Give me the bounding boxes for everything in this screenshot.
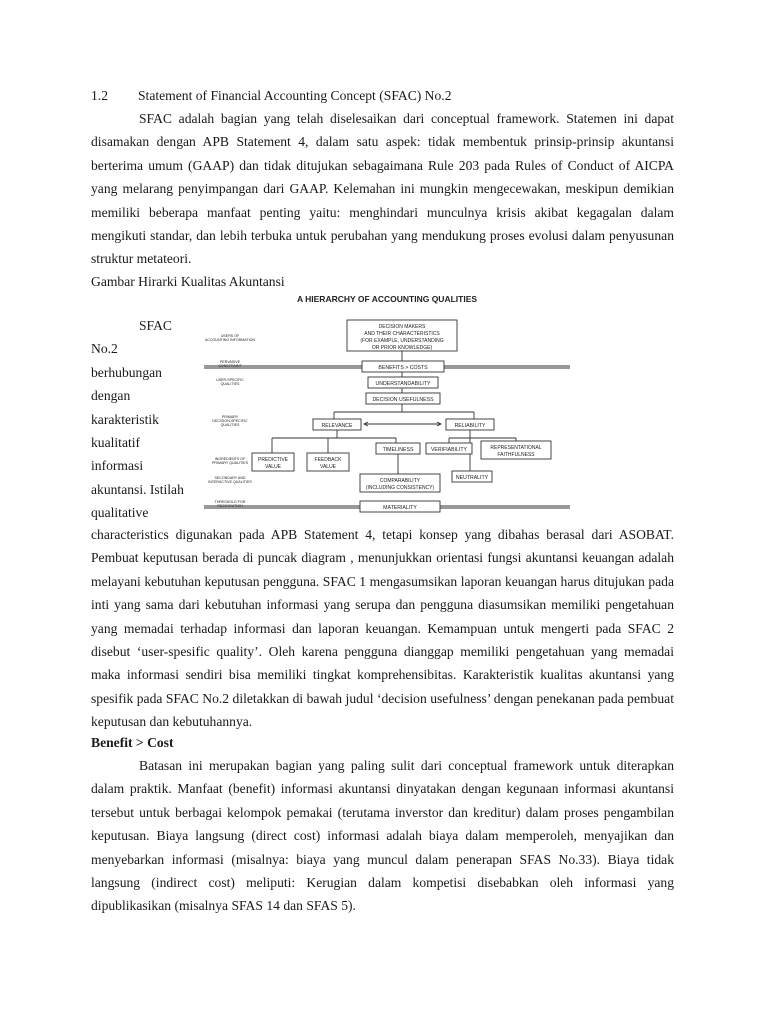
figure-caption: Gambar Hirarki Kualitas Akuntansi [91, 274, 285, 289]
svg-text:PREDICTIVE: PREDICTIVE [257, 457, 289, 463]
section-heading [91, 84, 452, 107]
side-line: SFAC [139, 318, 172, 333]
svg-text:(INCLUDING CONSISTENCY): (INCLUDING CONSISTENCY) [365, 485, 435, 491]
svg-text:FAITHFULNESS: FAITHFULNESS [497, 452, 535, 458]
side-line: karakteristik [91, 411, 159, 427]
svg-text:REPRESENTATIONAL: REPRESENTATIONAL [490, 445, 542, 451]
side-line: No.2 [91, 341, 118, 357]
text-reliability: RELIABILITY [454, 423, 486, 429]
side-line: kualitatif [91, 435, 141, 451]
diagram-title: A HIERARCHY OF ACCOUNTING QUALITIES [296, 294, 478, 304]
text-materiality: MATERIALITY [383, 505, 417, 511]
svg-text:DECISION MAKERS: DECISION MAKERS [378, 324, 426, 330]
hierarchy-diagram [196, 290, 578, 522]
svg-text:VALUE: VALUE [264, 464, 282, 470]
label-ingredients: INGREDIENTS OF PRIMARY QUALITIES [211, 457, 249, 465]
text-timeliness: TIMELINESS [382, 447, 414, 453]
label-threshold: THRESHOLD FOR RECOGNITION [214, 500, 246, 508]
label-users: USERS OF ACCOUNTING INFORMATION [204, 334, 256, 342]
text-benefits: BENEFITS > COSTS [378, 365, 428, 371]
paragraph-characteristics: characteristics digunakan pada APB Statement 4, tetapi konsep yang dibahas berasal dari ASOBAT. Pembuat keputusan berada di puncak diagram , menunjukkan orientasi fungsi akuntansi keuangan adalah melayani kebutuhan keputusan pengguna. SFAC 1 mengasumsikan laporan keuangan harus ditujukan pada inti yang sama dari kebutuhan informasi yang serupa dan pengguna diasumsikan memiliki pengetahuan yang memadai terhadap informasi dan laporan keuangan. Kemampuan untuk mengerti pada SFAC 2 disebut ‘user-spesific quality’. Oleh karena pengguna dianggap memiliki pengetahuan yang memadai maka informasi sendiri bisa memiliki tingkat komprehensibitas. Karakteristik kualitas akuntansi yang spesifik pada SFAC No.2 diletakkan di bawah judul ‘decision usefulness’ dengan penekanan pada pembuat keputusan dan kebutuhannya. [91, 527, 674, 730]
svg-text:(FOR EXAMPLE, UNDERSTANDING: (FOR EXAMPLE, UNDERSTANDING [360, 338, 444, 344]
paragraph-intro: SFAC adalah bagian yang telah diselesaikan dari conceptual framework. Statemen ini dapat disamakan dengan APB Statement 4, dalam satu aspek: tidak membentuk prinsip-prinsip akuntansi berterima umum (GAAP) dan tidak ditujukan sebagaimana Rule 203 pada Rules of Conduct of AICPA yang melarang penyimpangan dari GAAP. Kelemahan ini mungkin mengecewakan, meskipun demikian memiliki beberapa manfaat penting yaitu: menghindari munculnya krisis akibat kegagalan dalam mengikuti standar, dan lebih terbuka untuk perubahan yang mendukung proses evolusi dalam penyusunan struktur metateori. [91, 111, 674, 267]
left-labels [205, 334, 255, 508]
side-line: qualitative [91, 505, 149, 521]
text-verifiability: VERIFIABILITY [430, 447, 468, 453]
svg-text:FEEDBACK: FEEDBACK [314, 457, 342, 463]
section-number: 1.2 [91, 88, 108, 103]
svg-text:OR PRIOR KNOWLEDGE): OR PRIOR KNOWLEDGE) [371, 345, 433, 351]
side-line: dengan [91, 388, 131, 404]
svg-text:COMPARABILITY: COMPARABILITY [379, 478, 421, 484]
label-secondary: SECONDARY AND INTERACTIVE QUALITIES [208, 476, 252, 484]
text-neutrality: NEUTRALITY [455, 475, 489, 481]
paragraph-benefit-cost: Batasan ini merupakan bagian yang paling sulit dari conceptual framework untuk diterapkan dalam praktik. Manfaat (benefit) informasi akuntansi dinyatakan dengan kegunaan informasi akuntansi tersebut untuk berbagai kelompok pemakai (terutama inverstor dan kreditur) dalam proses pengambilan keputusan. Biaya langsung (direct cost) informasi adalah biaya dalam memperoleh, menyajikan dan menyebarkan informasi (misalnya: biaya yang muncul dalam penerapan SFAS No.33). Biaya tidak langsung (indirect cost) meliputi: Kerugian dalam kompetisi disebabkan oleh informasi yang dipublikasikan (misalnya SFAS 14 dan SFAS 5). [91, 758, 674, 914]
text-understandability: UNDERSTANDABILITY [375, 381, 431, 387]
section-title: Statement of Financial Accounting Concept (SFAC) No.2 [138, 88, 452, 103]
text-decision-usefulness: DECISION USEFULNESS [372, 397, 434, 403]
subheading-benefit-cost: Benefit > Cost [91, 735, 174, 750]
svg-text:AND THEIR CHARACTERISTICS: AND THEIR CHARACTERISTICS [364, 331, 440, 337]
side-line: informasi [91, 458, 144, 474]
side-line: akuntansi. Istilah [91, 481, 184, 497]
text-relevance: RELEVANCE [321, 423, 353, 429]
label-primary: PRIMARY DECISION-SPECIFIC QUALITIES [212, 415, 248, 427]
label-pervasive: PERVASIVE CONSTRAINT [218, 360, 242, 368]
side-line: berhubungan [91, 364, 162, 380]
svg-text:VALUE: VALUE [319, 464, 337, 470]
side-text [91, 314, 201, 525]
label-user-specific: USER-SPECIFIC QUALITIES [216, 378, 244, 386]
